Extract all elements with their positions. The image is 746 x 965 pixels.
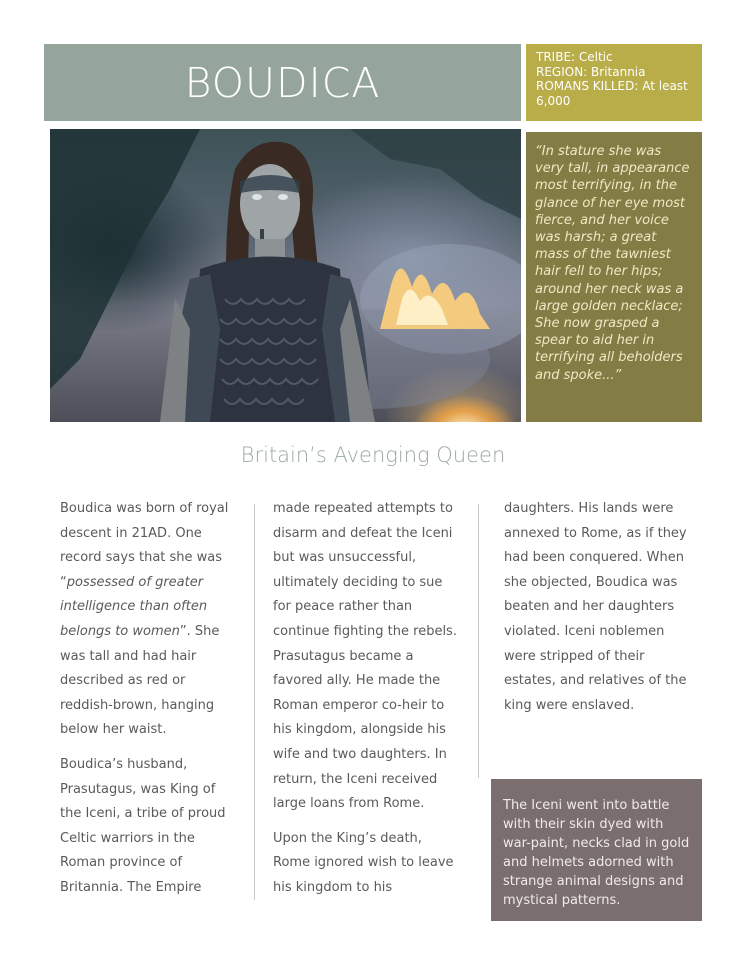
- info-romans-killed: ROMANS KILLED: At least 6,000: [536, 79, 688, 108]
- column-divider-2: [478, 504, 479, 778]
- page-title: BOUDICA: [184, 58, 381, 107]
- info-box: [526, 44, 702, 121]
- callout-text: The Iceni went into battle with their skin dyed with war-paint, necks clad in gold and helmets adorned with strange animal designs and mystical patterns.: [503, 798, 690, 908]
- p3-part-1: Upon the King’s death, Rome ignored wish to leave his kingdom to his: [273, 830, 454, 895]
- p2-part-1: Boudica’s husband, Prasutagus, was King of the Iceni, a tribe of proud Celtic warriors in the Roman province of Britannia. The Empire: [60, 756, 226, 895]
- body-paragraph-3: [273, 827, 463, 901]
- p3-part-2: daughters. His lands were annexed to Rome, as if they had been conquered. When she objected, Boudica was beaten and her daughters violated. Iceni noblemen were stripped of their estates, and relatives of the king were enslaved.: [504, 501, 687, 713]
- warrior-illustration: [50, 129, 521, 422]
- body-paragraph-2: [60, 753, 240, 901]
- quote-text: “In stature she was very tall, in appearance most terrifying, in the glance of her eye most fierce, and her voice was harsh; a great mass of the tawniest hair fell to her hips; around her neck was a large golden necklace; She now grasped a spear to aid her in terrifying all beholders and spoke...”: [535, 144, 690, 383]
- section-subtitle: Britain’s Avenging Queen: [240, 443, 506, 467]
- info-region: REGION: Britannia: [536, 64, 646, 79]
- column-2: [273, 497, 463, 911]
- column-divider-1: [254, 504, 255, 900]
- column-3: [504, 497, 699, 728]
- p1-rest: ”. She was tall and had hair described as red or reddish-brown, hanging below her waist.: [60, 623, 220, 738]
- callout-box: [491, 779, 702, 921]
- body-paragraph-3-continued: [504, 497, 699, 718]
- p2-part-2: made repeated attempts to disarm and defeat the Iceni but was unsuccessful, ultimately deciding to sue for peace rather than continue fighting the rebels. Prasutagus became a favored ally. He made the Roman emperor co-heir to his kingdom, alongside his wife and two daughters. In return, the Iceni received large loans from Rome.: [273, 501, 457, 812]
- body-paragraph-2-continued: [273, 497, 463, 817]
- body-paragraph-1: [60, 497, 240, 743]
- quote-box: [526, 132, 702, 422]
- hero-image: [50, 129, 521, 422]
- p1-quoted-text: possessed of greater intelligence than often belongs to women: [60, 574, 208, 639]
- column-1: [60, 497, 240, 911]
- p1-intro: Boudica was born of royal descent in 21AD. One record says that she was “: [60, 501, 229, 590]
- title-banner: [44, 44, 521, 121]
- info-tribe: TRIBE: Celtic: [536, 50, 613, 64]
